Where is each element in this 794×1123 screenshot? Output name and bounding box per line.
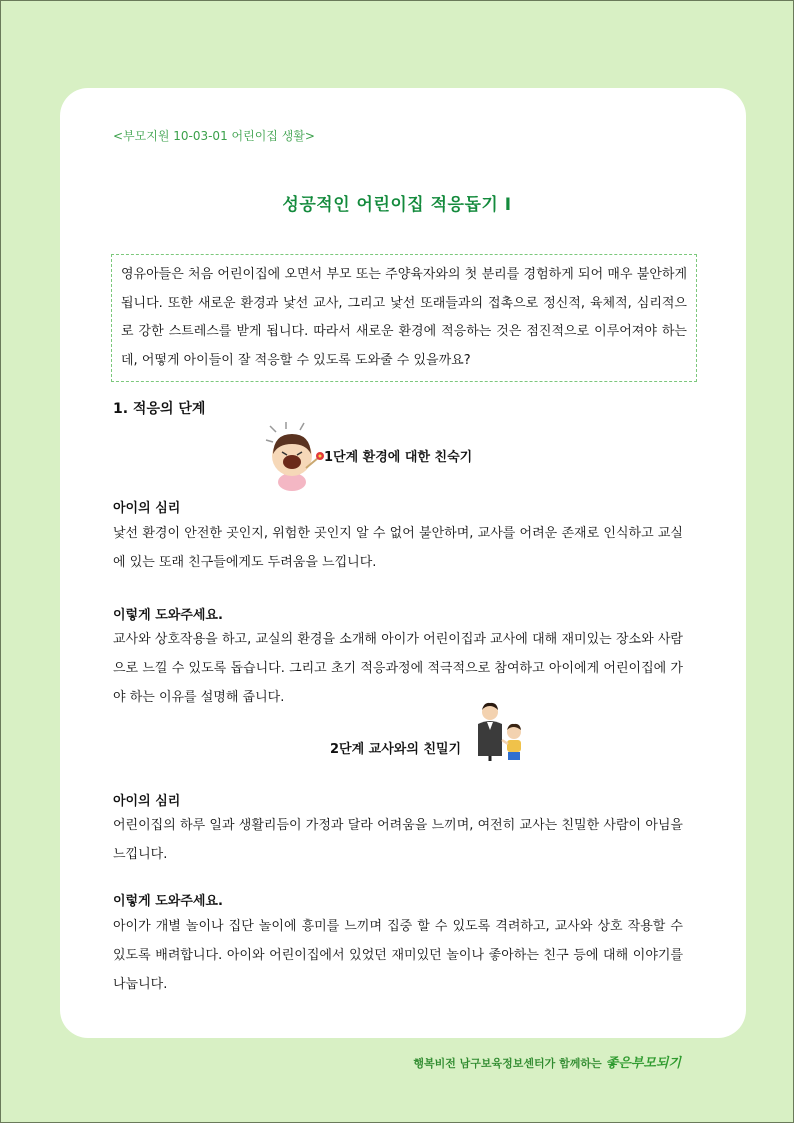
document-code: <부모지원 10-03-01 어린이집 생활> — [113, 129, 315, 143]
stage-2-help-heading: 이렇게 도와주세요. — [113, 894, 223, 909]
stage-2-psych-heading: 아이의 심리 — [113, 794, 181, 809]
footer-brand: 좋은부모되기 — [605, 1056, 681, 1071]
footer — [413, 1052, 681, 1071]
crying-baby-illustration — [262, 420, 328, 494]
stage-1-psych-heading: 아이의 심리 — [113, 501, 181, 516]
stage-2-help-text: 아이가 개별 놀이나 집단 놀이에 흥미를 느끼며 집중 할 수 있도록 격려하고, 교사와 상호 작용할 수 있도록 배려합니다. 아이와 어린이집에서 있었던 재미있던 놀이나 좋아하는 친구 등에 대해 이야기를 나눕니다. — [113, 919, 683, 992]
stage-1-psych-text: 낯선 환경이 안전한 곳인지, 위험한 곳인지 알 수 없어 불안하며, 교사를 어려운 존재로 인식하고 교실에 있는 또래 친구들에게도 두려움을 느낍니다. — [113, 526, 683, 570]
intro-box — [111, 254, 697, 382]
intro-text: 영유아들은 처음 어린이집에 오면서 부모 또는 주양육자와의 첫 분리를 경험하게 되어 매우 불안하게 됩니다. 또한 새로운 환경과 낯선 교사, 그리고 낯선 또래들과의 접촉으로 정신적, 육체적, 심리적으로 강한 스트레스를 받게 됩니다. 따라서 새로운 환경에 적응하는 것은 점진적으로 이루어져야 하는데, 어떻게 아이들이 잘 적응할 수 있도록 도와줄 수 있을까요? — [121, 267, 687, 368]
teacher-child-illustration — [470, 700, 532, 762]
footer-text: 행복비전 남구보육정보센터가 함께하는 — [413, 1057, 602, 1070]
stage-1-help-heading: 이렇게 도와주세요. — [113, 608, 223, 623]
page-title: 성공적인 어린이집 적응돕기 Ⅰ — [282, 195, 512, 215]
stage-2-psych-text: 어린이집의 하루 일과 생활리듬이 가정과 달라 어려움을 느끼며, 여전히 교사는 친밀한 사람이 아님을 느낍니다. — [113, 818, 683, 862]
stage-1-title: 1단계 환경에 대한 친숙기 — [324, 450, 473, 465]
section-heading: 1. 적응의 단계 — [113, 401, 206, 417]
stage-1-help-text: 교사와 상호작용을 하고, 교실의 환경을 소개해 아이가 어린이집과 교사에 대해 재미있는 장소와 사람으로 느낄 수 있도록 돕습니다. 그리고 초기 적응과정에 적극적으로 참여하고 아이에게 어린이집에 가야 하는 이유를 설명해 줍니다. — [113, 632, 683, 705]
stage-2-title: 2단계 교사와의 친밀기 — [330, 742, 462, 757]
